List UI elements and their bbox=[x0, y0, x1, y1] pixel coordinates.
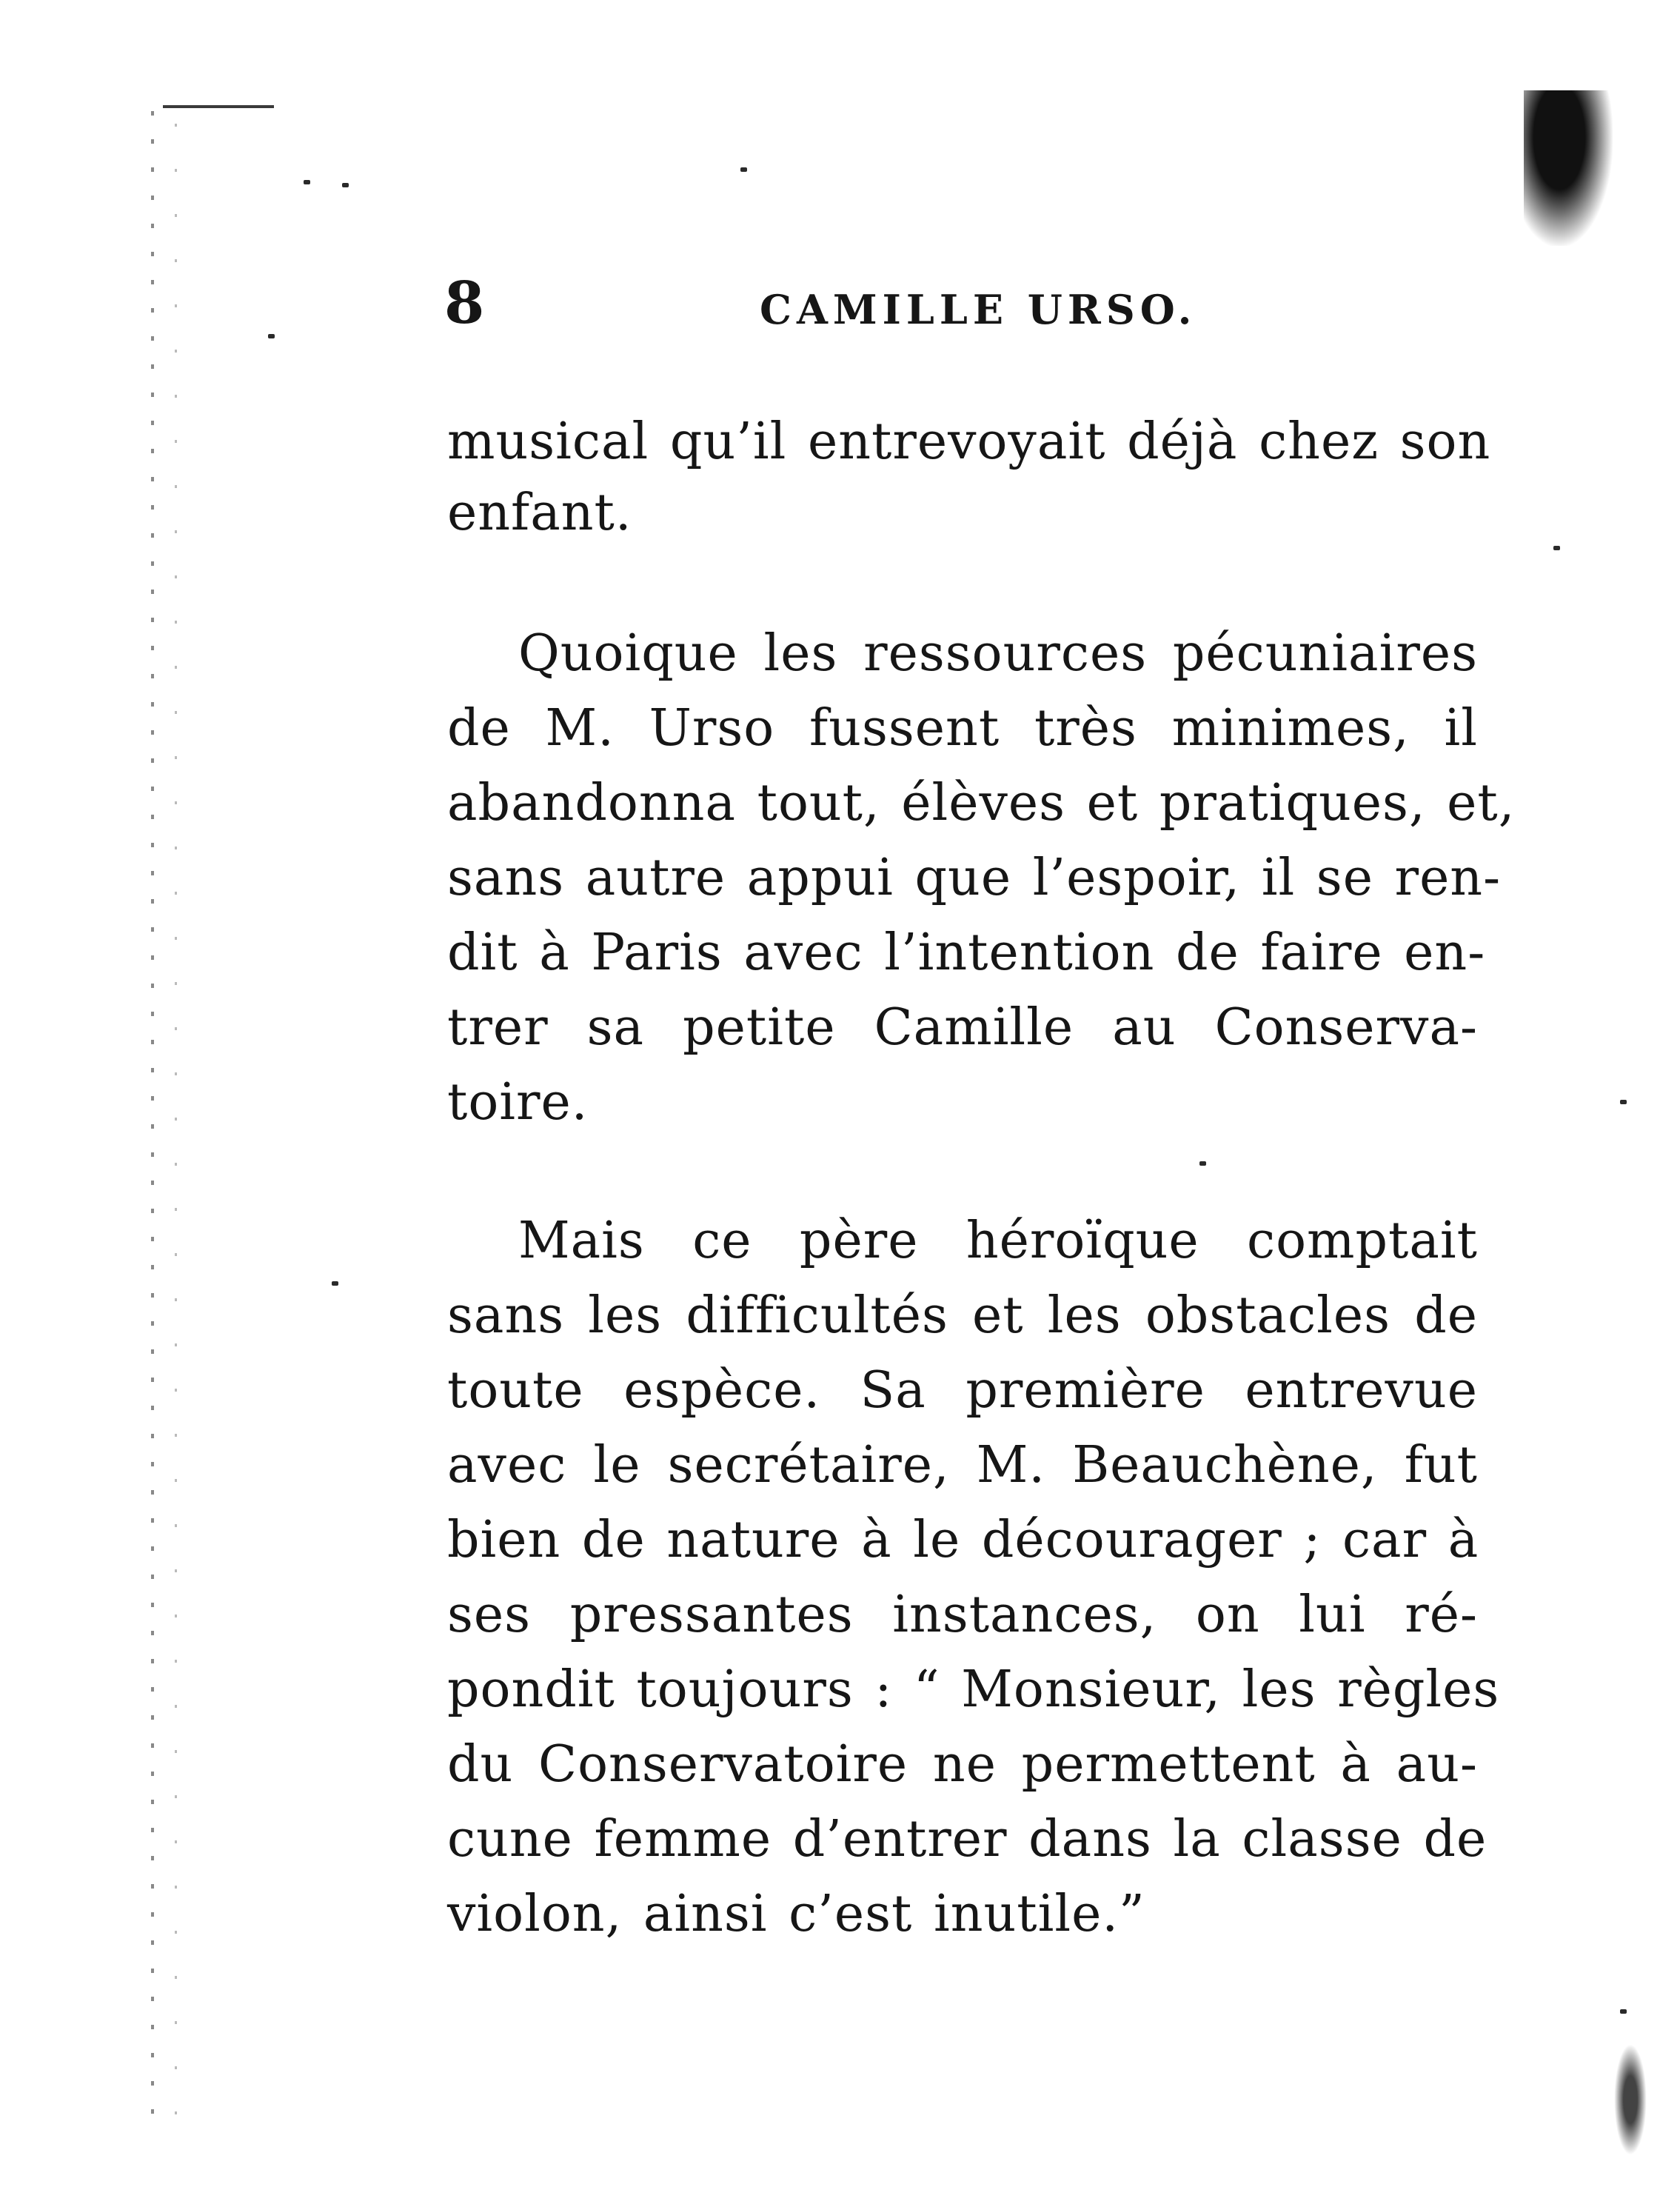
text-line: abandonna tout, élèves et pratiques, et, bbox=[447, 774, 1516, 832]
binding-edge bbox=[145, 111, 197, 2126]
scan-speck bbox=[1553, 546, 1560, 550]
ink-smudge bbox=[1614, 2044, 1647, 2155]
text-line: de M. Urso fussent très minimes, il bbox=[447, 699, 1478, 758]
text-line: ses pressantes instances, on lui ré- bbox=[447, 1586, 1478, 1644]
text-line: bien de nature à le décourager ; car à bbox=[447, 1511, 1479, 1569]
text-line: musical qu’il entrevoyait déjà chez son bbox=[447, 413, 1491, 471]
text-line: cune femme d’entrer dans la classe de bbox=[447, 1810, 1487, 1869]
running-title: CAMILLE URSO. bbox=[760, 286, 1197, 333]
text-line: sans les difficultés et les obstacles de bbox=[447, 1286, 1478, 1345]
ink-smudge bbox=[1524, 90, 1613, 246]
text-line: enfant. bbox=[447, 484, 632, 542]
margin-rule bbox=[163, 105, 274, 108]
text-line: violon, ainsi c’est inutile.” bbox=[447, 1885, 1145, 1943]
text-line: avec le secrétaire, M. Beauchène, fut bbox=[447, 1436, 1478, 1495]
text-line: toute espèce. Sa première entrevue bbox=[447, 1361, 1478, 1420]
text-line: toire. bbox=[447, 1073, 589, 1132]
text-line: Mais ce père héroïque comptait bbox=[518, 1212, 1478, 1270]
scan-speck bbox=[304, 180, 310, 184]
text-line: pondit toujours : “ Monsieur, les règles bbox=[447, 1660, 1500, 1719]
scan-speck bbox=[740, 167, 747, 172]
text-line: du Conservatoire ne permettent à au- bbox=[447, 1735, 1478, 1794]
scan-speck bbox=[332, 1281, 338, 1286]
scan-speck bbox=[1620, 1100, 1627, 1104]
text-line: sans autre appui que l’espoir, il se ren- bbox=[447, 849, 1502, 907]
scan-speck bbox=[1199, 1161, 1206, 1166]
scan-speck bbox=[268, 334, 275, 338]
text-line: Quoique les ressources pécuniaires bbox=[518, 624, 1478, 683]
text-line: trer sa petite Camille au Conserva- bbox=[447, 998, 1478, 1057]
scan-speck bbox=[1620, 2009, 1627, 2014]
scan-speck bbox=[342, 183, 349, 187]
text-line: dit à Paris avec l’intention de faire en- bbox=[447, 924, 1486, 982]
page-number: 8 bbox=[444, 270, 485, 337]
